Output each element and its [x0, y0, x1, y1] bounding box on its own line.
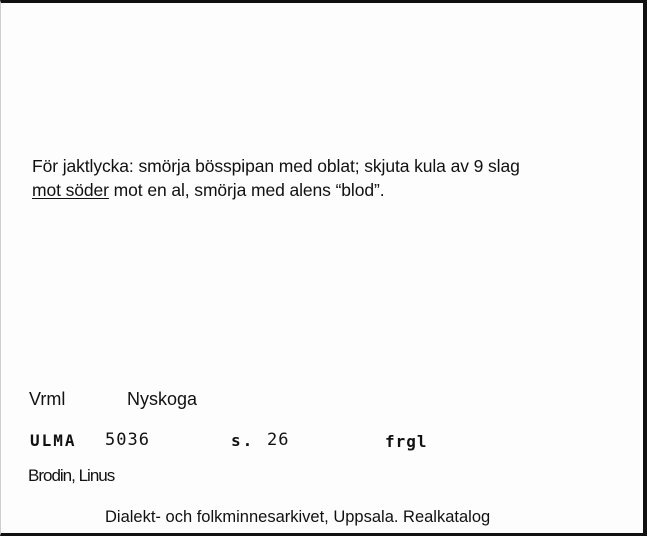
- archive-label: ULMA: [30, 431, 77, 450]
- page-label: s.: [231, 431, 255, 450]
- page-number: 26: [267, 430, 290, 450]
- underlined-phrase: mot söder: [32, 180, 109, 200]
- archive-number: 5036: [105, 430, 150, 450]
- category-code: frgl: [385, 432, 428, 451]
- archive-footer: Dialekt- och folkminnesarkivet, Uppsala. Realkatalog: [105, 508, 491, 526]
- body-line-2: [32, 178, 632, 202]
- card-body-text: [32, 154, 632, 202]
- parish-label: Nyskoga: [127, 389, 198, 409]
- recorder-name: Brodin, Linus: [28, 466, 115, 485]
- body-line-2-rest: mot en al, smörja med alens “blod”.: [108, 180, 385, 200]
- body-line-1: För jaktlycka: smörja bösspipan med oblat; skjuta kula av 9 slag: [32, 156, 520, 176]
- region-label: Vrml: [29, 389, 66, 409]
